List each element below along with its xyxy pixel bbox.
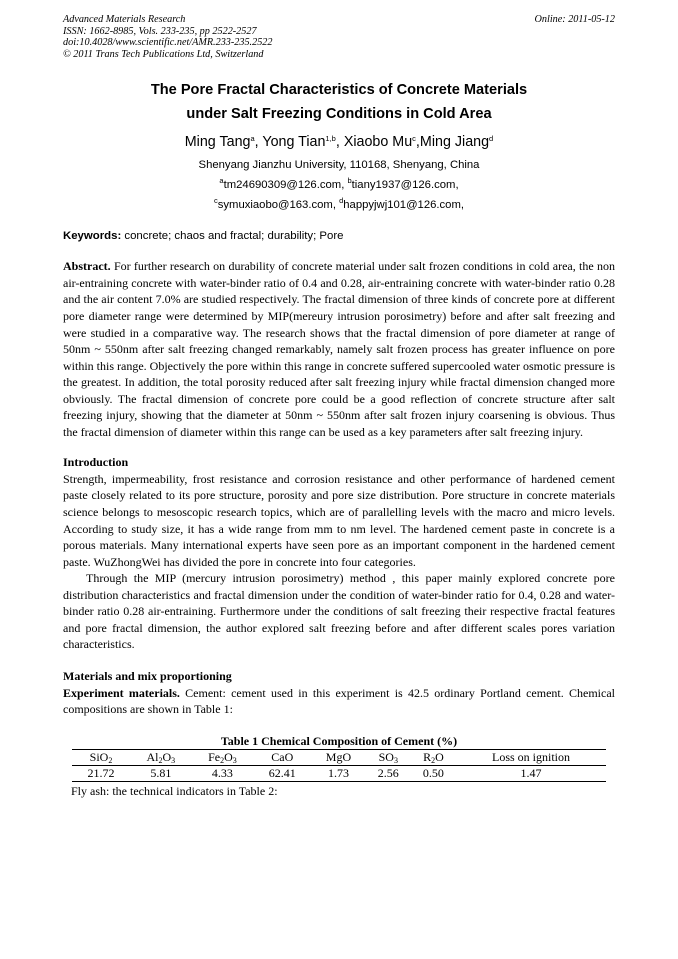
table-header-cell: $Fe_2O_3$ (192, 749, 254, 765)
email-d[interactable]: happyjwj101@126.com (343, 199, 461, 212)
email-sup: b (347, 176, 352, 186)
abstract-label: Abstract. (63, 259, 111, 274)
table-header-cell: SiO$_2$ (72, 749, 130, 765)
table-header-cell: $Al_2O_3$ (130, 749, 192, 765)
journal-header (63, 14, 615, 60)
table-cell: 1.47 (456, 765, 606, 781)
materials-paragraph (63, 685, 615, 718)
journal-name: Advanced Materials Research (63, 14, 186, 25)
table-cell: 2.56 (366, 765, 411, 781)
paper-page (63, 14, 615, 799)
table-cell: 0.50 (411, 765, 456, 781)
author-sup: a (250, 134, 255, 144)
online-date: Online: 2011-05-12 (534, 14, 615, 25)
introduction-heading: Introduction (63, 455, 129, 470)
table-cell: 4.33 (192, 765, 254, 781)
table-header-cell: MgO (311, 749, 365, 765)
author-sup: d (489, 134, 494, 144)
table-header-cell: $SO_3$ (366, 749, 411, 765)
author-separator: , (335, 134, 344, 151)
table-1 (63, 734, 615, 799)
author-list (63, 133, 615, 151)
author-name: Ming Jiang (419, 134, 490, 151)
table-header-row (72, 749, 606, 765)
fly-ash-line: Fly ash: the technical indicators in Table 2: (71, 783, 278, 798)
author-sup: 1,b (325, 134, 336, 144)
email-separator: , (332, 199, 340, 212)
keywords-label: Keywords: (63, 230, 122, 243)
table-header-cell: CaO (253, 749, 311, 765)
table-header-cell: $R_2O$ (411, 749, 456, 765)
table-cell: 62.41 (253, 765, 311, 781)
materials-text: Cement: cement used in this experiment is 42.5 ordinary Portland cement. Chemical compositions are shown in Table 1: (63, 685, 615, 717)
table-header-cell: Loss on ignition (456, 749, 606, 765)
introduction-paragraph-2: Through the MIP (mercury intrusion porosimetry) method , this paper mainly explored concrete pore distribution characteristics and fractal dimension under the condition of water-binder ratio for 0.4, 0.28 and water-binder ratio 0.28 air-entraining. Furthermore under the conditions of salt freezing their respective fractal features and pore fractal dimension, the author explored salt freezing before and after different scales pores variation characteristics. (63, 571, 615, 652)
email-separator: , (341, 179, 348, 192)
issn-line: ISSN: 1662-8985, Vols. 233-235, pp 2522-2527 (63, 25, 257, 37)
author-name: Yong Tian (262, 134, 326, 151)
materials-sublabel: Experiment materials. (63, 685, 180, 700)
email-line-1 (63, 175, 615, 195)
doi-line: doi:10.4028/www.scientific.net/AMR.233-235.2522 (63, 37, 273, 49)
keywords-line (63, 230, 615, 242)
abstract-paragraph (63, 258, 615, 440)
copyright-line: © 2011 Trans Tech Publications Ltd, Switzerland (63, 48, 264, 60)
title-line-2: under Salt Freezing Conditions in Cold Area (186, 106, 492, 123)
author-name: Ming Tang (184, 134, 251, 151)
affiliation-block (63, 155, 615, 215)
introduction-paragraph-1: Strength, impermeability, frost resistance and corrosion resistance and other performance of hardened cement paste closely related to its pore structure, porosity and pore size distribution. Pore structure in concrete materials science belongs to mesoscopic research topics, which are of parallelling levels with the macro and micro levels. According to study size, it has a wide range from mm to nm level. The hardened cement paste in concrete is a porous materials. Many international experts have seen pore as an important component in the hardened cement paste. WuZhongWei has divided the pore in concrete into four categories. (63, 471, 615, 569)
keywords-text: concrete; chaos and fractal; durability; Pore (121, 230, 344, 243)
table-row (72, 765, 606, 781)
email-sup: c (213, 196, 218, 206)
table-cell: 21.72 (72, 765, 130, 781)
email-separator: , (460, 199, 465, 212)
email-separator: , (455, 179, 459, 192)
table-cell: 1.73 (311, 765, 365, 781)
title-line-1: The Pore Fractal Characteristics of Concrete Materials (150, 82, 528, 99)
abstract-text: For further research on durability of concrete material under salt frozen conditions in cold area, the non air-entraining concrete with water-binder ratio of 0.4 and 0.28, air-entraining concrete with water-binder ratio 0.28 and the air content 7.0% are studied respectively. The fractal dimension of three kinds of concrete pore at different pore diameter range were determined by MIP(mereury intrusion porosimetry) before and after salt freezing and were studied in a comparative way. The research shows that the fractal dimension of pore diameter at range of 50nm ~ 550nm after salt freezing changed remarkably, namely salt frozen process has greater influence on pore within this range. Objectively the pore within this range in concrete suffered supercooled water osmotic pressure is the greatest. In addition, the total porosity reduced after salt freezing injury while fractal dimension changed more obviously. The fractal dimension of concrete pore could be a good reflection of concrete structure after salt freezing injury, showing that the diameter at 50nm ~ 550nm after salt frozen injury coarsening is obvious. Thus the fractal dimension of diameter within this range can be used as a key parameters after salt freezing injury. (63, 259, 615, 439)
table-caption: Table 1 Chemical Composition of Cement (%) (220, 733, 458, 748)
chemical-composition-table (72, 749, 606, 782)
table-cell: 5.81 (130, 765, 192, 781)
email-sup: d (339, 196, 344, 206)
author-sup: c (412, 134, 416, 144)
email-a[interactable]: tm24690309@126.com (223, 179, 342, 192)
materials-heading: Materials and mix proportioning (63, 668, 232, 683)
author-name: Xiaobo Mu (343, 134, 413, 151)
paper-title (63, 78, 615, 126)
email-line-2 (63, 195, 615, 215)
author-separator: , (254, 134, 263, 151)
email-sup: a (219, 176, 224, 186)
email-b[interactable]: tiany1937@126.com (351, 179, 456, 192)
author-separator: , (415, 134, 420, 151)
email-c[interactable]: symuxiaobo@163.com (217, 199, 333, 212)
affiliation: Shenyang Jianzhu University, 110168, Shenyang, China (198, 159, 480, 172)
